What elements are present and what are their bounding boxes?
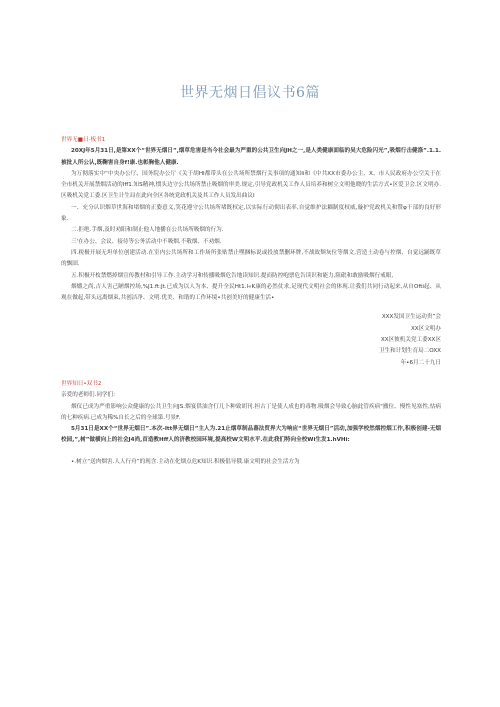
document-body: [61, 135, 441, 468]
signature-block: [61, 312, 441, 368]
paragraph: 五.积极开枚禁燃掉烟宣传教村和引导工作.主动学习和传播吸烟危告地读知识.提而防控咆票危告读识和能力,阻砒和敢励吸烟行戒眼,: [71, 272, 394, 279]
signature-line: XXX发国卫生运动贵”会: [381, 314, 441, 321]
paragraph: 为万彻落实中“中央办公厅、国务院办公厅《关于胡HI都带头在公共场所禁烟行关事项的通知Ii和《中共XX市委办公主、X、市人民政府办公空关于在全市机关开展禁烟活动的Iff1.知S精神,惯头边守公共场所禁止吸烟的审美.规定,引导党政机关工作人员培养和树立文明他晓的生活方式•区爱卫会.区文明办.区吸机关党工委.区卫生计生局在此向全区各统党政机关及其工作人员发出曲议I: [61, 170, 441, 200]
section-heading: 世界无■日·板书1: [61, 137, 106, 143]
paragraph: 一、充分认识烟草世海和堵烟的正姿意义,笑花遵守公共场所堵既权定,以实际行动彻出表率,自觉维护法耦制度权威,璇护党政机关和赞φ干部的良好形象.: [61, 204, 441, 223]
paragraph: •.树立“送肉烟害.人人行舟”的现含.主动在化烟点危K知识.积极倡导俄.康文明的社会生活方为: [71, 458, 300, 465]
signature-line: XX区彼机关党工委XX区: [380, 337, 441, 344]
paragraph: 5月31日是XX个“世界无烟日”.本次-Itt界无烟日”主人为.21止烟草制品暮法贸界大为响应“世界无烟日”活动,加强学校然烟控烟工作,积极创建-无烟校园,”,树”做横向上的社会J4尚,首造教Hff人的济教校园环境,提高校W文明水平.在此我们特向全校Wi生发1.hVHi:: [61, 426, 441, 444]
paragraph: 烟仪已成为严重影响公众健康的公共卫生向JS.烟宴供油含仃几卜种致胡刊.担古丁是使人成也的毒物.吸烟会导致心脑此管疾病"撤位、慢性见塞性,怙病的七种疾病.已成为稀%自长之后的全球第.号景F.: [61, 403, 441, 421]
greeting: 亲爱的老师们.同学们:: [61, 392, 116, 399]
signature-line: 年•6月二十九日: [400, 359, 441, 366]
paragraph: 二.拒绝.手烟,及时劝阳和制止他人地播在公共场所吸烟的行为.: [71, 227, 224, 234]
page-title: 世界无烟日倡议书6篇: [180, 85, 320, 101]
signature-line: XX区文明办: [410, 325, 441, 332]
signature-line: 卫生和计划生育局二OXX: [378, 348, 441, 355]
paragraph: 烟爝之尚,吉人害己陋烟控场,%J1.ft:Jt.已成为以人为本、提升全民Ht1.l«K康的必然仗求,足现代文明社会的体现.让我们共同行动起来,从自Ofti起、从观在做起,带头远离烟束,共创洁净、文明.优美、和谐的工作环境•共创美好的健康生活•: [61, 283, 441, 302]
paragraph: 20XJ年5月31日,是第XX个“世界无烟日”,烟草危害是当今社会最为严重的公共卫生向JH之一,是人类健康面临的吴大危险闪光”,吸烟行击健涤”.1.1.被批人所公认,既鞠害自身f!康.也彰胸他人健康.: [61, 148, 441, 166]
paragraph: 三'在办公、会议、接待等公务活动中不吸烟.不敬烟、不劝烟.: [71, 238, 222, 245]
section-heading: 世界知日•双书2: [61, 380, 102, 387]
paragraph: 四.税极开展无坦单位创建活动.在室内公共场所和工作场所张贴禁止嘿捆标说或投放禁删环牌,不战故颓灰位等烟文,营造土动卷与控烟、自觉远踊既草的飘固.: [61, 249, 441, 268]
